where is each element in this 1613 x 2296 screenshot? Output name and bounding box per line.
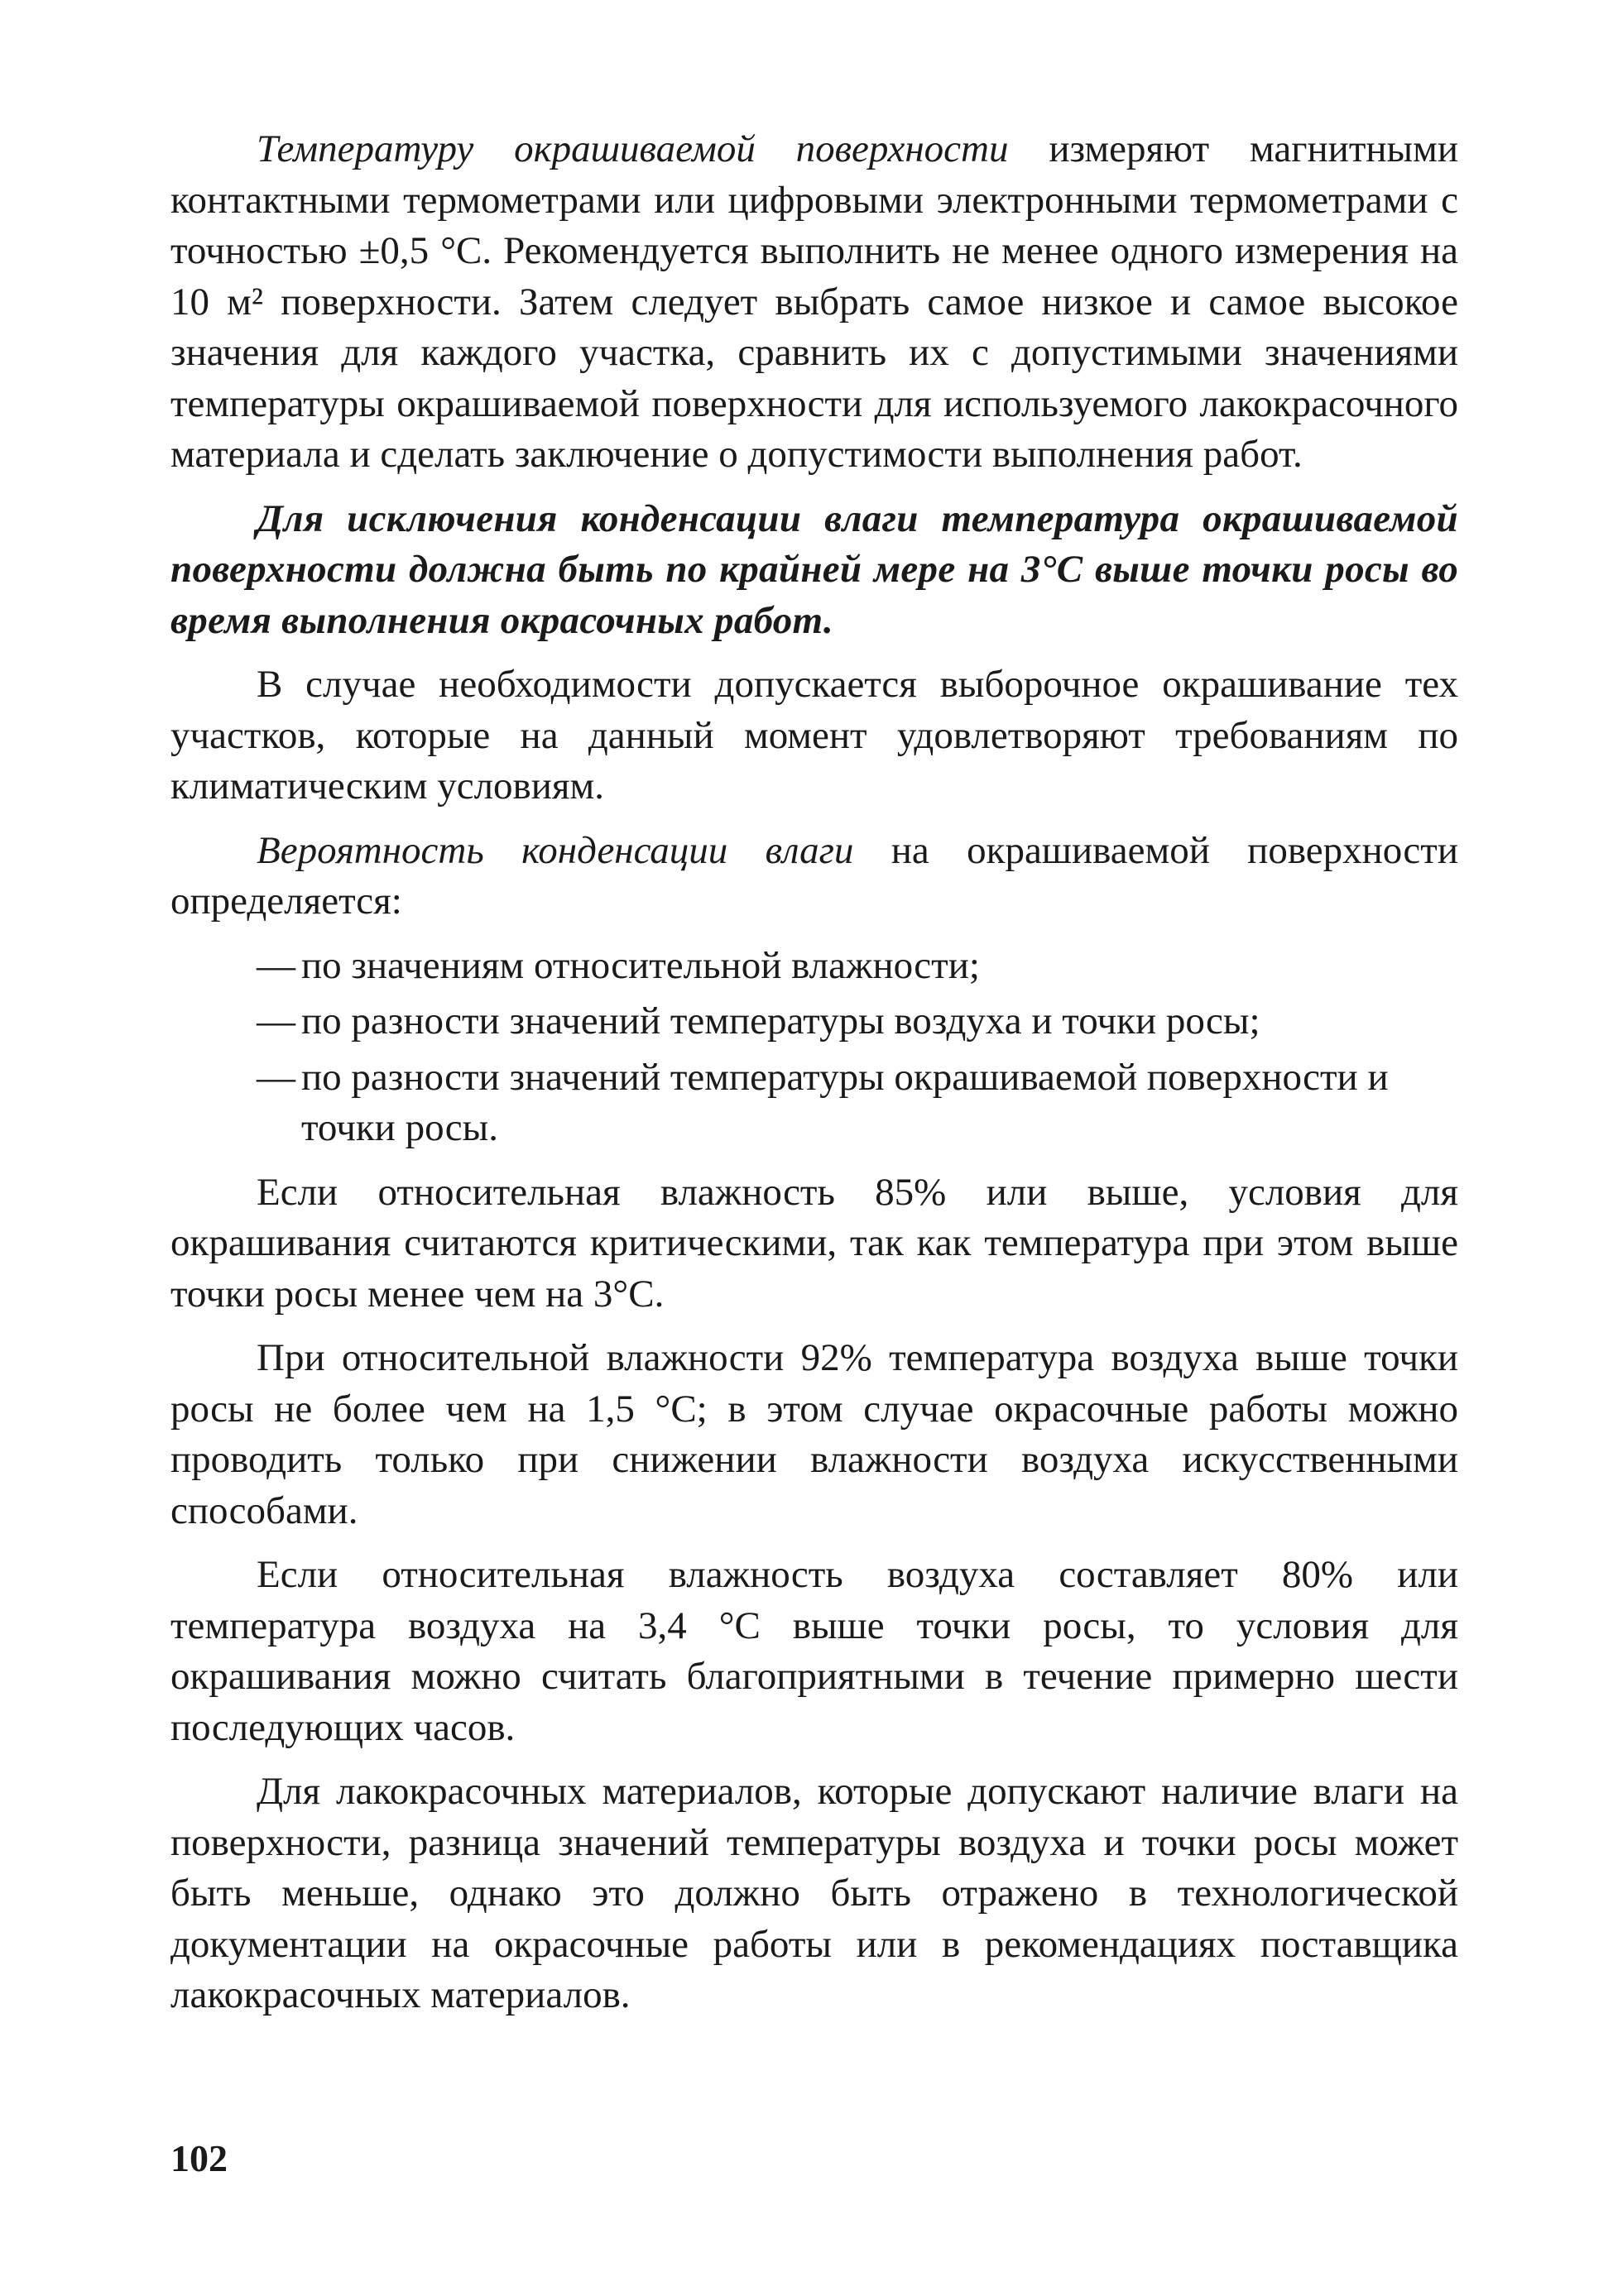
list-item <box>170 996 1458 1047</box>
paragraph-text: на окрашиваемой поверхности определяется: <box>170 828 1458 923</box>
list-item-text: по разности значений температуры воздуха и точки росы; <box>301 999 1260 1043</box>
paragraph-lead-italic: Температуру окрашиваемой поверхности <box>257 127 1009 170</box>
paragraph-humidity-92: При относительной влажности 92% температура воздуха выше точки росы не более чем на 1,5 °С; в этом случае окрасочные работы можно проводить только при снижении влажности воздуха искусственными способами. <box>170 1336 1458 1532</box>
list-item <box>170 1052 1458 1154</box>
dash-marker: — <box>257 943 295 987</box>
page-body <box>170 124 1458 2035</box>
paragraph-humidity-80: Если относительная влажность воздуха составляет 80% или температура воздуха на 3,4 °С выше точки росы, то условия для окрашивания можно считать благоприятными в течение примерно шести последующих часов. <box>170 1553 1458 1749</box>
paragraph-selective-painting: В случае необходимости допускается выборочное окрашивание тех участков, которые на данный момент удовлетворяют требованиям по климатическим условиям. <box>170 663 1458 808</box>
paragraph-surface-temperature <box>170 124 1458 481</box>
criteria-list <box>170 941 1458 1154</box>
list-item-text: по значениям относительной влажности; <box>301 943 980 987</box>
paragraph-lead-italic: Вероятность конденсации влаги <box>257 828 854 872</box>
page-number: 102 <box>170 2137 228 2179</box>
list-item-text: по разности значений температуры окрашиваемой поверхности и точки росы. <box>301 1055 1389 1149</box>
paragraph-dew-point-rule: Для исключения конденсации влаги температура окрашиваемой поверхности должна быть по крайней мере на 3°С выше точки росы во время выполнения окрасочных работ. <box>170 496 1458 642</box>
dash-marker: — <box>257 1055 295 1099</box>
paragraph-text: измеряют магнитными контактными термометрами или цифровыми электронными термометрами с точностью ±0,5 °С. Рекомендуется выполнить не менее одного измерения на 10 м² поверхности. Затем следует выбрать самое низкое и самое высокое значения для каждого участка, сравнить их с допустимыми значениями температуры окрашиваемой поверхности для используемого лакокрасочного материала и сделать заключение о допустимости выполнения работ. <box>170 127 1458 476</box>
dash-marker: — <box>257 999 295 1043</box>
list-item <box>170 941 1458 992</box>
paragraph-humidity-85: Если относительная влажность 85% или выше, условия для окрашивания считаются критическими, так как температура при этом выше точки росы менее чем на 3°С. <box>170 1170 1458 1316</box>
paragraph-moisture-tolerant-materials: Для лакокрасочных материалов, которые допускают наличие влаги на поверхности, разница значений температуры воздуха и точки росы может быть меньше, однако это должно быть отражено в технологической документации на окрасочные работы или в рекомендациях поставщика лакокрасочных материалов. <box>170 1770 1458 2016</box>
paragraph-condensation-probability <box>170 826 1458 928</box>
